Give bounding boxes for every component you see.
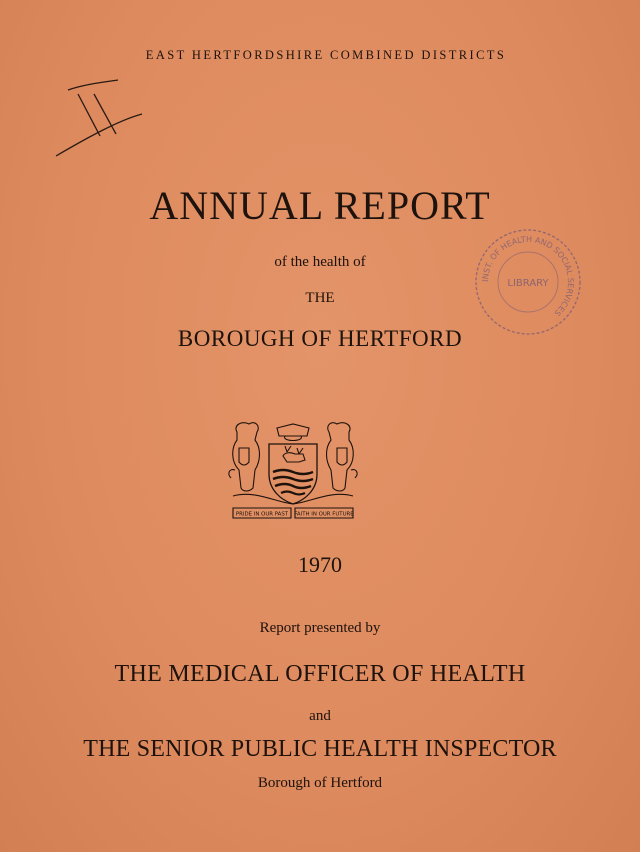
numeral-stroke-2 [94, 94, 116, 134]
compartment [233, 494, 353, 504]
conjunction: and [309, 708, 331, 724]
borough-name: BOROUGH OF HERTFORD [177, 326, 463, 351]
wave-3 [275, 484, 311, 488]
footer-borough: Borough of Hertford [257, 775, 383, 791]
library-stamp [468, 222, 588, 342]
officer-inspector: THE SENIOR PUBLIC HEALTH INSPECTOR [83, 736, 557, 762]
presented-by: Report presented by [259, 620, 381, 636]
officer-medical: THE MEDICAL OFFICER OF HEALTH [114, 661, 526, 687]
report-title: ANNUAL REPORT [149, 183, 491, 228]
subtitle-line1: of the health of [274, 254, 366, 270]
stamp-center-text: LIBRARY [507, 278, 549, 289]
right-lion [327, 423, 354, 491]
hart [283, 453, 305, 462]
crest-helm [277, 424, 309, 436]
right-lion-shield [337, 448, 347, 465]
district-header: EAST HERTFORDSHIRE COMBINED DISTRICTS [145, 48, 507, 62]
report-year: 1970 [298, 552, 342, 577]
right-lion-tail [351, 470, 357, 478]
overline-stroke [68, 80, 118, 90]
motto-right: FAITH IN OUR FUTURE [294, 511, 354, 518]
left-lion-tail [229, 470, 235, 478]
coat-of-arms-icon [225, 418, 361, 524]
left-lion [233, 423, 260, 491]
handwritten-mark [50, 76, 550, 166]
stamp-ring-text: INST. OF HEALTH AND SOCIAL SERVICES [480, 234, 576, 318]
crest-wreath [285, 436, 302, 441]
numeral-stroke-1 [78, 94, 100, 136]
wave-4 [281, 492, 305, 495]
wave-1 [273, 470, 313, 474]
motto-left: PRIDE IN OUR PAST [235, 511, 289, 518]
wave-2 [273, 477, 313, 481]
left-lion-shield [239, 448, 249, 465]
subtitle-line2: THE [305, 290, 335, 306]
